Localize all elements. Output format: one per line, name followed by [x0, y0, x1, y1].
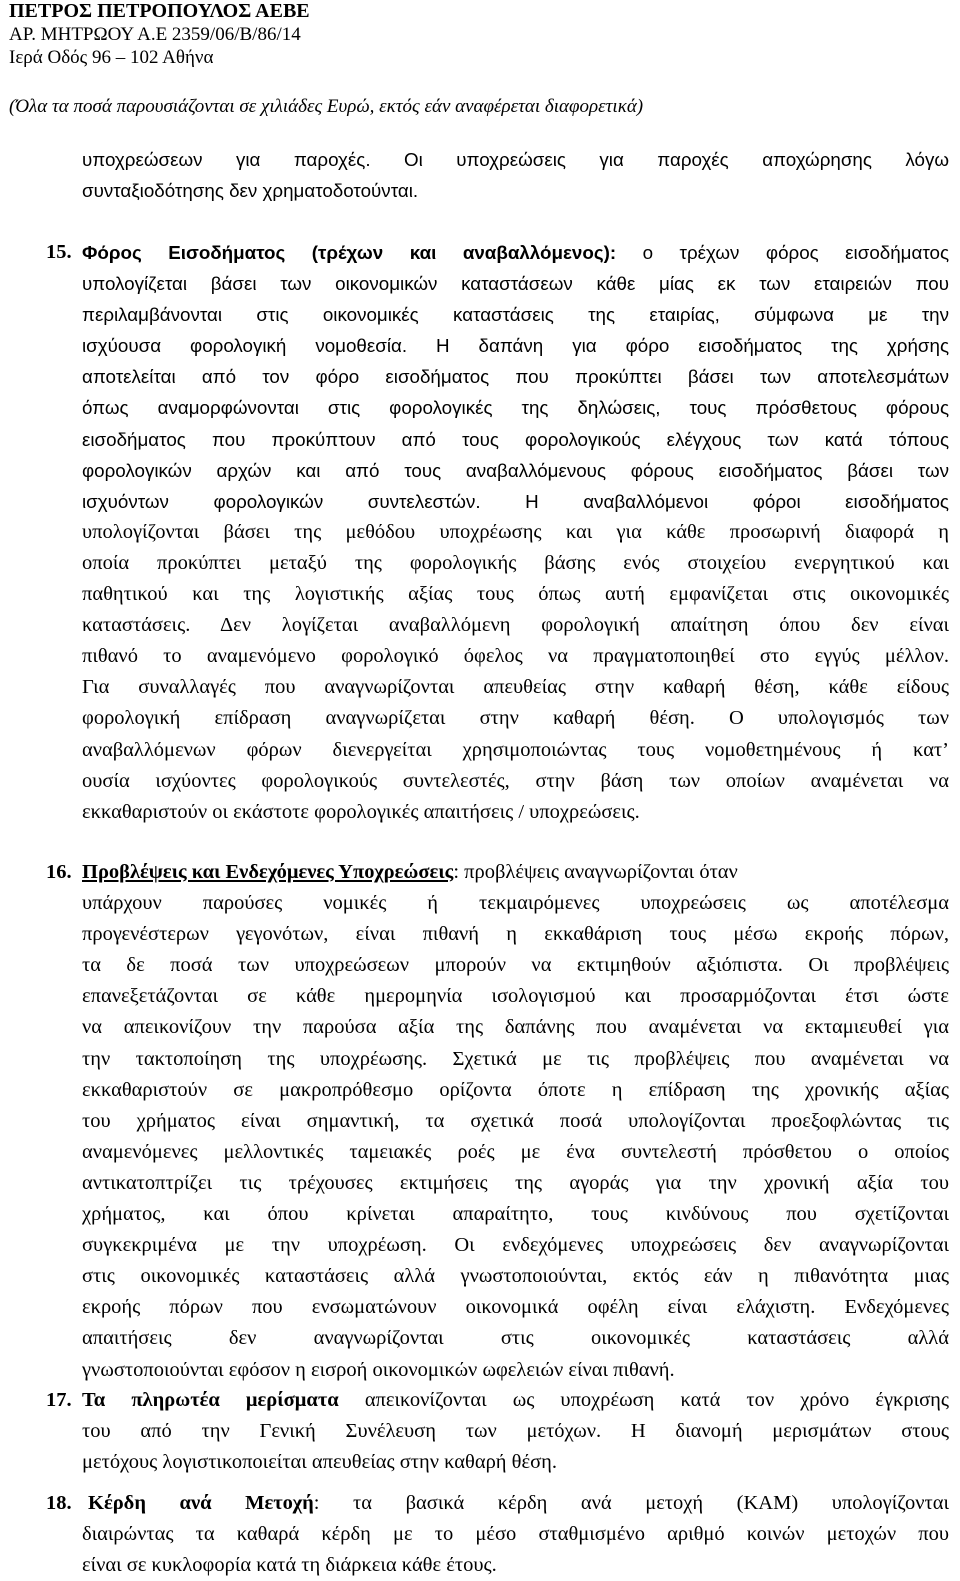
- text-line: στις οικονομικές καταστάσεις αλλά γνωστοποιούνται, εκτός εάν η πιθανότητα μιας: [82, 1265, 949, 1288]
- text-line: αναβαλλόμενων φόρων διενεργείται χρησιμοποιώντας τους νομοθετημένους ή κατ’: [82, 738, 949, 761]
- text-line: υπολογίζονται βάσει της μεθόδου υποχρέωσης και για κάθε προσωρινή διαφορά η: [82, 520, 949, 543]
- text-line: εκροής πόρων που ενσωματώνουν οικονομικά οφέλη είναι ελάχιστη. Ενδεχόμενες: [82, 1296, 949, 1319]
- company-name: ΠΕΤΡΟΣ ΠΕΤΡΟΠΟΥΛΟΣ ΑΕΒΕ: [9, 0, 310, 22]
- text-line: επανεξετάζονται σε κάθε ημερομηνία ισολογισμού και προσαρμόζονται έτσι ώστε: [82, 985, 949, 1008]
- amounts-note: (Όλα τα ποσά παρουσιάζονται σε χιλιάδες Ευρώ, εκτός εάν αναφέρεται διαφορετικά): [9, 96, 644, 117]
- text-span: ισχυόντων φορολογικών συντελεστών.: [82, 490, 481, 512]
- text-line: του από την Γενική Συνέλευση των μετόχων. Η διανομή μερισμάτων στους: [82, 1420, 949, 1443]
- text-line: υποχρεώσεων για παροχές. Οι υποχρεώσεις για παροχές αποχώρησης λόγω: [82, 149, 949, 170]
- text-line: Για συναλλαγές που αναγνωρίζονται απευθείας στην καθαρή θέση, κάθε είδους: [82, 676, 949, 699]
- text-line: πιθανό το αναμενόμενο φορολογικό όφελος να πραγματοποιηθεί στο εγγύς μέλλον.: [82, 645, 949, 668]
- text-line: υπολογίζεται βάσει των οικονομικών καταστάσεων κάθε μίας εκ των εταιρειών που: [82, 273, 949, 295]
- text-span: : προβλέψεις αναγνωρίζονται όταν: [453, 861, 738, 883]
- note-number: 17.: [46, 1389, 72, 1411]
- text-line: αντικατοπτρίζει τις τρέχουσες εκτιμήσεις της αγοράς για την χρονική αξία του: [82, 1171, 949, 1194]
- text-line: συγκεκριμένα με την υποχρέωση. Οι ενδεχόμενες υποχρεώσεις δεν αναγνωρίζονται: [82, 1234, 949, 1257]
- text-span: ο τρέχων φόρος εισοδήματος: [616, 242, 949, 263]
- text-span: Η δαπάνη για φόρο εισοδήματος της χρήσης: [407, 335, 949, 357]
- note-number: 15.: [46, 241, 72, 263]
- text-line: ουσία ισχύοντες φορολογικούς συντελεστές, στην βάση των οποίων αναμένεται να: [82, 769, 949, 792]
- text-line: υπάρχουν παρούσες νομικές ή τεκμαιρόμενες υποχρεώσεις ως αποτέλεσμα: [82, 892, 949, 915]
- text-line: του χρήματος είναι σημαντική, τα σχετικά ποσά υπολογίζονται προεξοφλώντας τις: [82, 1109, 949, 1132]
- note-title: Τα πληρωτέα μερίσματα: [82, 1389, 339, 1411]
- text-line: φορολογικών αρχών και από τους αναβαλλόμενους φόρους εισοδήματος βάσει των: [82, 459, 949, 481]
- text-line: χρήματος, και όπου κρίνεται απαραίτητο, τους κινδύνους που σχετίζονται: [82, 1203, 949, 1226]
- text-span: απεικονίζονται ως υποχρέωση κατά τον χρόνο έγκρισης: [338, 1389, 949, 1411]
- text-line: γνωστοποιούνται εφόσον η εισροή οικονομικών ωφελειών είναι πιθανή.: [82, 1358, 675, 1381]
- text-line: αναμενόμενες μελλοντικές ταμειακές ροές με ένα συντελεστή πρόσθετου ο οποίος: [82, 1140, 949, 1163]
- text-span: ισχύουσα φορολογική νομοθεσία.: [82, 335, 408, 357]
- note-16: [82, 857, 949, 1386]
- note-18: [82, 1488, 949, 1581]
- note-title: Φόρος Εισοδήματος (τρέχων και αναβαλλόμενος):: [82, 242, 617, 263]
- text-line: εκκαθαριστούν σε μακροπρόθεσμο ορίζοντα όποτε η επίδραση της χρονικής αξίας: [82, 1078, 949, 1101]
- note-17: [82, 1385, 949, 1478]
- note-number: 18.: [46, 1492, 72, 1514]
- registry-number: ΑΡ. ΜΗΤΡΩΟΥ Α.Ε 2359/06/Β/86/14: [9, 24, 301, 45]
- text-span: Η αναβαλλόμενοι φόροι εισοδήματος: [480, 490, 949, 512]
- intro-paragraph: [82, 144, 949, 206]
- text-line: περιλαμβάνονται στις οικονομικές καταστάσεις της εταιρίας, σύμφωνα με την: [82, 304, 949, 326]
- text-line: όπως αναμορφώνονται στις φορολογικές της δηλώσεις, τους πρόσθετους φόρους: [82, 397, 949, 419]
- text-line: αποτελείται από τον φόρο εισοδήματος που προκύπτει βάσει των αποτελεσμάτων: [82, 366, 949, 388]
- text-span: : τα βασικά κέρδη ανά μετοχή (ΚΑΜ) υπολογίζονται: [313, 1492, 949, 1514]
- text-line: διαιρώντας τα καθαρά κέρδη με το μέσο σταθμισμένο αριθμό κοινών μετοχών που: [82, 1523, 949, 1546]
- text-line: προγενέστερων γεγονότων, είναι πιθανή η εκκαθάριση τους μέσω εκροής πόρων,: [82, 923, 949, 946]
- text-line: απαιτήσεις δεν αναγνωρίζονται στις οικονομικές καταστάσεις αλλά: [82, 1327, 949, 1350]
- text-line: εκκαθαριστούν οι εκάστοτε φορολογικές απαιτήσεις / υποχρεώσεις.: [82, 800, 640, 823]
- company-address: Ιερά Οδός 96 – 102 Αθήνα: [9, 47, 214, 68]
- text-line: καταστάσεις. Δεν λογίζεται αναβαλλόμενη φορολογική απαίτηση όπου δεν είναι: [82, 614, 949, 637]
- note-number: 16.: [46, 861, 72, 883]
- note-title: Προβλέψεις και Ενδεχόμενες Υποχρεώσεις: [82, 861, 454, 883]
- text-line: είναι σε κυκλοφορία κατά τη διάρκεια κάθε έτους.: [82, 1554, 497, 1577]
- text-line: να απεικονίζουν την παρούσα αξία της δαπάνης που αναμένεται να εκταμιευθεί για: [82, 1016, 949, 1039]
- text-line: συνταξιοδότησης δεν χρηματοδοτούνται.: [82, 180, 419, 202]
- text-line: οποία προκύπτει μεταξύ της φορολογικής βάσης ενός στοιχείου ενεργητικού και: [82, 551, 949, 574]
- note-title: Κέρδη ανά Μετοχή: [88, 1492, 314, 1514]
- text-line: εισοδήματος που προκύπτουν από τους φορολογικούς ελέγχους των κατά τόπους: [82, 428, 949, 450]
- note-15: [82, 237, 949, 828]
- text-line: φορολογική επίδραση αναγνωρίζεται στην καθαρή θέση. Ο υπολογισμός των: [82, 707, 949, 730]
- text-line: την τακτοποίηση της υποχρέωσης. Σχετικά με τις προβλέψεις που αναμένεται να: [82, 1047, 949, 1070]
- text-line: παθητικού και της λογιστικής αξίας τους όπως αυτή εμφανίζεται στις οικονομικές: [82, 583, 949, 606]
- text-line: τα δε ποσά των υποχρεώσεων μπορούν να εκτιμηθούν αξιόπιστα. Οι προβλέψεις: [82, 954, 949, 977]
- company-header: [9, 0, 310, 69]
- text-line: μετόχους λογιστικοποιείται απευθείας στην καθαρή θέση.: [82, 1451, 557, 1474]
